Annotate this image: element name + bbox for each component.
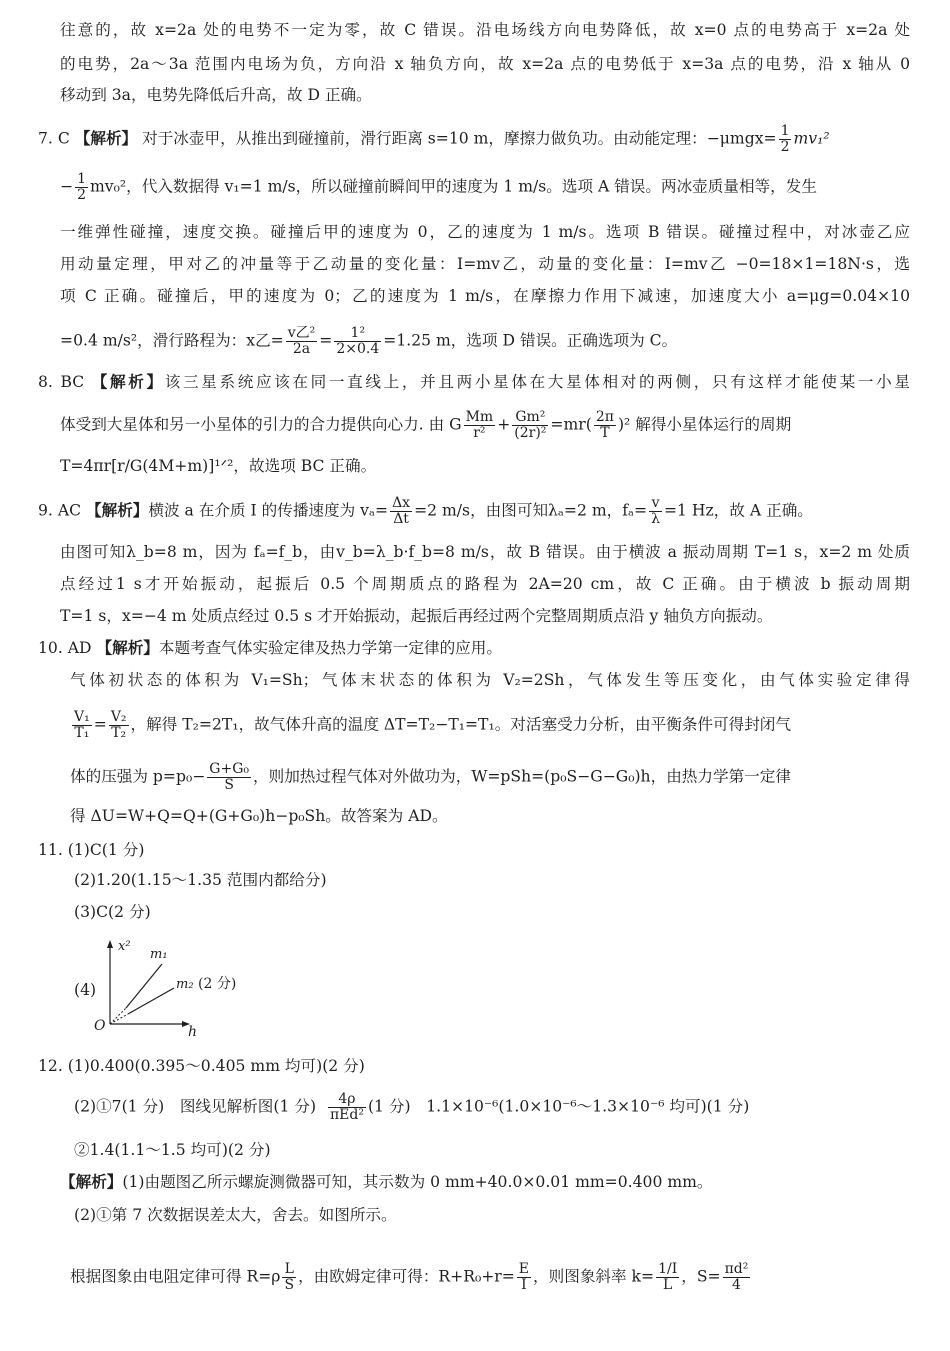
x2-h-graph [90, 936, 250, 1036]
line-m1 [126, 964, 162, 1008]
analysis-tag: 【解析】 [74, 128, 138, 148]
question-7-line [38, 124, 830, 155]
text-line: 移动到 3a，电势先降低后升高，故 D 正确。 [60, 86, 372, 104]
text-line: (2)1.20(1.15～1.35 范围内都给分) [74, 871, 327, 889]
fraction: $\frac{L}{S}$ [284, 1261, 295, 1293]
text-line: =0.4 m/s²，滑行路程为：x乙= $\frac{\text{v乙²}}{2a}$ = $\frac{\text{1²}}{2\times 0.4}$ =1.25 m，选项 D 错误。正确选项为 C。 [60, 325, 678, 357]
line-m2 [128, 988, 174, 1014]
fraction: $\frac{4\rho}{\text{πEd²}}$ [329, 1091, 364, 1123]
text-span: 对于冰壶甲，从推出到碰撞前，滑行距离 s=10 m，摩擦力做负功。由动能定理：−μmgx= [142, 129, 777, 148]
fraction: $\frac{\text{v乙²}}{2a}$ [287, 325, 316, 357]
text-line: 气体初状态的体积为 V₁=Sh；气体末状态的体积为 V₂=2Sh，气体发生等压变化，由气体实验定律得 [70, 671, 910, 689]
y-axis-label: x² [118, 939, 131, 954]
fraction: $\frac{2\pi}{T}$ [595, 409, 614, 441]
question-10-line: 10. AD 【解析】本题考查气体实验定律及热力学第一定律的应用。 [38, 638, 502, 657]
text-line: (2)①7(1 分) 图线见解析图(1 分) $\frac{4\rho}{\text{πEd²}}$ (1 分) 1.1×10⁻⁶(1.0×10⁻⁶～1.3×10⁻⁶ 均可)(1 分) [74, 1091, 750, 1123]
fraction: $\frac{\text{G+G₀}}{S}$ [209, 761, 249, 793]
line-m2-label: m₂ [176, 977, 194, 992]
fraction: $\frac{1}{2}$ [77, 171, 86, 203]
text-line: 一维弹性碰撞，速度交换。碰撞后甲的速度为 0，乙的速度为 1 m/s。选项 B 错误。碰撞过程中，对冰壶乙应 [60, 223, 910, 241]
text-line: 体受到大星体和另一小星体的引力的合力提供向心力. 由 G $\frac{Mm}{\text{r²}}$ + $\frac{\text{Gm²}}{\text{(2r)²}}$ =mr( $\frac{2\pi}{T}$ )² 解得小星体运行的周期 [60, 409, 792, 441]
x-axis-label: h [188, 1024, 198, 1036]
text-line: 用动量定理，甲对乙的冲量等于乙动量的变化量：I=mv乙，动量的变化量：I=mv乙 −0=18×1=18N·s，选 [60, 255, 910, 273]
answer-number: 7. C [38, 129, 70, 148]
question-12-line: 12. (1)0.400(0.395～0.405 mm 均可)(2 分) [38, 1057, 365, 1075]
fraction: $\frac{v}{\lambda}$ [651, 495, 660, 527]
text-span: mv₁² [793, 129, 830, 148]
fraction: $\frac{\text{V₁}}{\text{T₁}}$ [74, 709, 90, 741]
fraction: $\frac{\text{V₂}}{\text{T₂}}$ [110, 709, 127, 741]
text-line: 点经过1 s才开始振动，起振后 0.5 个周期质点的路程为 2A=20 cm，故 C 正确。由于横波 b 振动周期 [60, 575, 910, 593]
fraction: $\frac{\Delta x}{\Delta t}$ [392, 495, 411, 527]
text-line: (2)①第 7 次数据误差太大，舍去。如图所示。 [74, 1206, 397, 1224]
question-11-line: 11. (1)C(1 分) [38, 841, 145, 859]
line-m1-dashed [110, 1008, 126, 1024]
text-line: 由图可知λ_b=8 m，因为 fₐ=f_b，由v_b=λ_b·f_b=8 m/s，故 B 错误。由于横波 a 振动周期 T=1 s，x=2 m 处质 [60, 543, 910, 561]
text-line: 【解析】(1)由题图乙所示螺旋测微器可知，其示数为 0 mm+40.0×0.01 mm=0.400 mm。 [60, 1172, 713, 1191]
text-line: T=1 s，x=−4 m 处质点经过 0.5 s 才开始振动，起振后再经过两个完整周期质点沿 y 轴负方向振动。 [60, 607, 773, 625]
question-9-line: 9. AC 【解析】横波 a 在介质 Ⅰ 的传播速度为 vₐ= $\frac{\Delta x}{\Delta t}$ =2 m/s，由图可知λₐ=2 m，fₐ= $\frac{v}{\lambda}$ =1 Hz，故 A 正确。 [38, 495, 813, 527]
question-8-line: 8. BC 【解析】该三星系统应该在同一直线上，并且两小星体在大星体相对的两侧，只有这样才能使某一小星 [38, 372, 910, 391]
text-line: T=4πr[r/G(4M+m)]¹ᐟ²，故选项 BC 正确。 [60, 457, 377, 475]
y-axis-arrow [107, 940, 113, 948]
fraction: $\frac{1}{2}$ [780, 123, 790, 155]
fraction: $\frac{Mm}{\text{r²}}$ [465, 409, 494, 441]
fraction: $\frac{\text{Gm²}}{\text{(2r)²}}$ [514, 409, 547, 441]
text-line: (3)C(2 分) [74, 903, 151, 921]
text-line: 的电势，2a～3a 范围内电场为负，方向沿 x 轴负方向，故 x=2a 点的电势低于 x=3a 点的电势，沿 x 轴从 0 [60, 55, 910, 73]
line-m1-label: m₁ [150, 947, 168, 962]
text-line: ②1.4(1.1～1.5 均可)(2 分) [74, 1141, 271, 1159]
text-line: (4) [74, 981, 97, 999]
text-line: 得 ΔU=W+Q=Q+(G+G₀)h−p₀Sh。故答案为 AD。 [70, 807, 448, 825]
origin-label: O [94, 1018, 106, 1034]
text-line: $\frac{\text{V₁}}{\text{T₁}}$ = $\frac{\text{V₂}}{\text{T₂}}$ ，解得 T₂=2T₁，故气体升高的温度 ΔT=T₂−T₁=T₁。对活塞受力分析，由平衡条件可得封闭气 [74, 709, 791, 741]
text-line: 往意的，故 x=2a 处的电势不一定为零，故 C 错误。沿电场线方向电势降低，故 x=0 点的电势高于 x=2a 处 [60, 21, 910, 39]
fraction: $\frac{\text{1²}}{2\times 0.4}$ [336, 325, 380, 357]
text-line: 根据图象由电阻定律可得 R=ρ $\frac{L}{S}$ ，由欧姆定律可得：R+R₀+r= $\frac{E}{I}$ ，则图象斜率 k= $\frac{1/I}{L}$ ，S= $\frac{\text{πd²}}{4}$ [70, 1261, 749, 1293]
fraction: $\frac{E}{I}$ [518, 1261, 530, 1293]
fraction: $\frac{\text{πd²}}{4}$ [724, 1261, 749, 1293]
fraction: $\frac{1/I}{L}$ [658, 1261, 678, 1293]
text-line: − $\frac{1}{2}$ mv₀²，代入数据得 v₁=1 m/s，所以碰撞前瞬间甲的速度为 1 m/s。选项 A 错误。两冰壶质量相等，发生 [60, 171, 817, 203]
graph-score: (2 分) [198, 976, 237, 992]
text-line: 体的压强为 p=p₀− $\frac{\text{G+G₀}}{S}$ ，则加热过程气体对外做功为，W=pSh=(p₀S−G−G₀)h，由热力学第一定律 [70, 761, 791, 793]
text-line: 项 C 正确。碰撞后，甲的速度为 0；乙的速度为 1 m/s，在摩擦力作用下减速，加速度大小 a=μg=0.04×10 [60, 287, 910, 305]
